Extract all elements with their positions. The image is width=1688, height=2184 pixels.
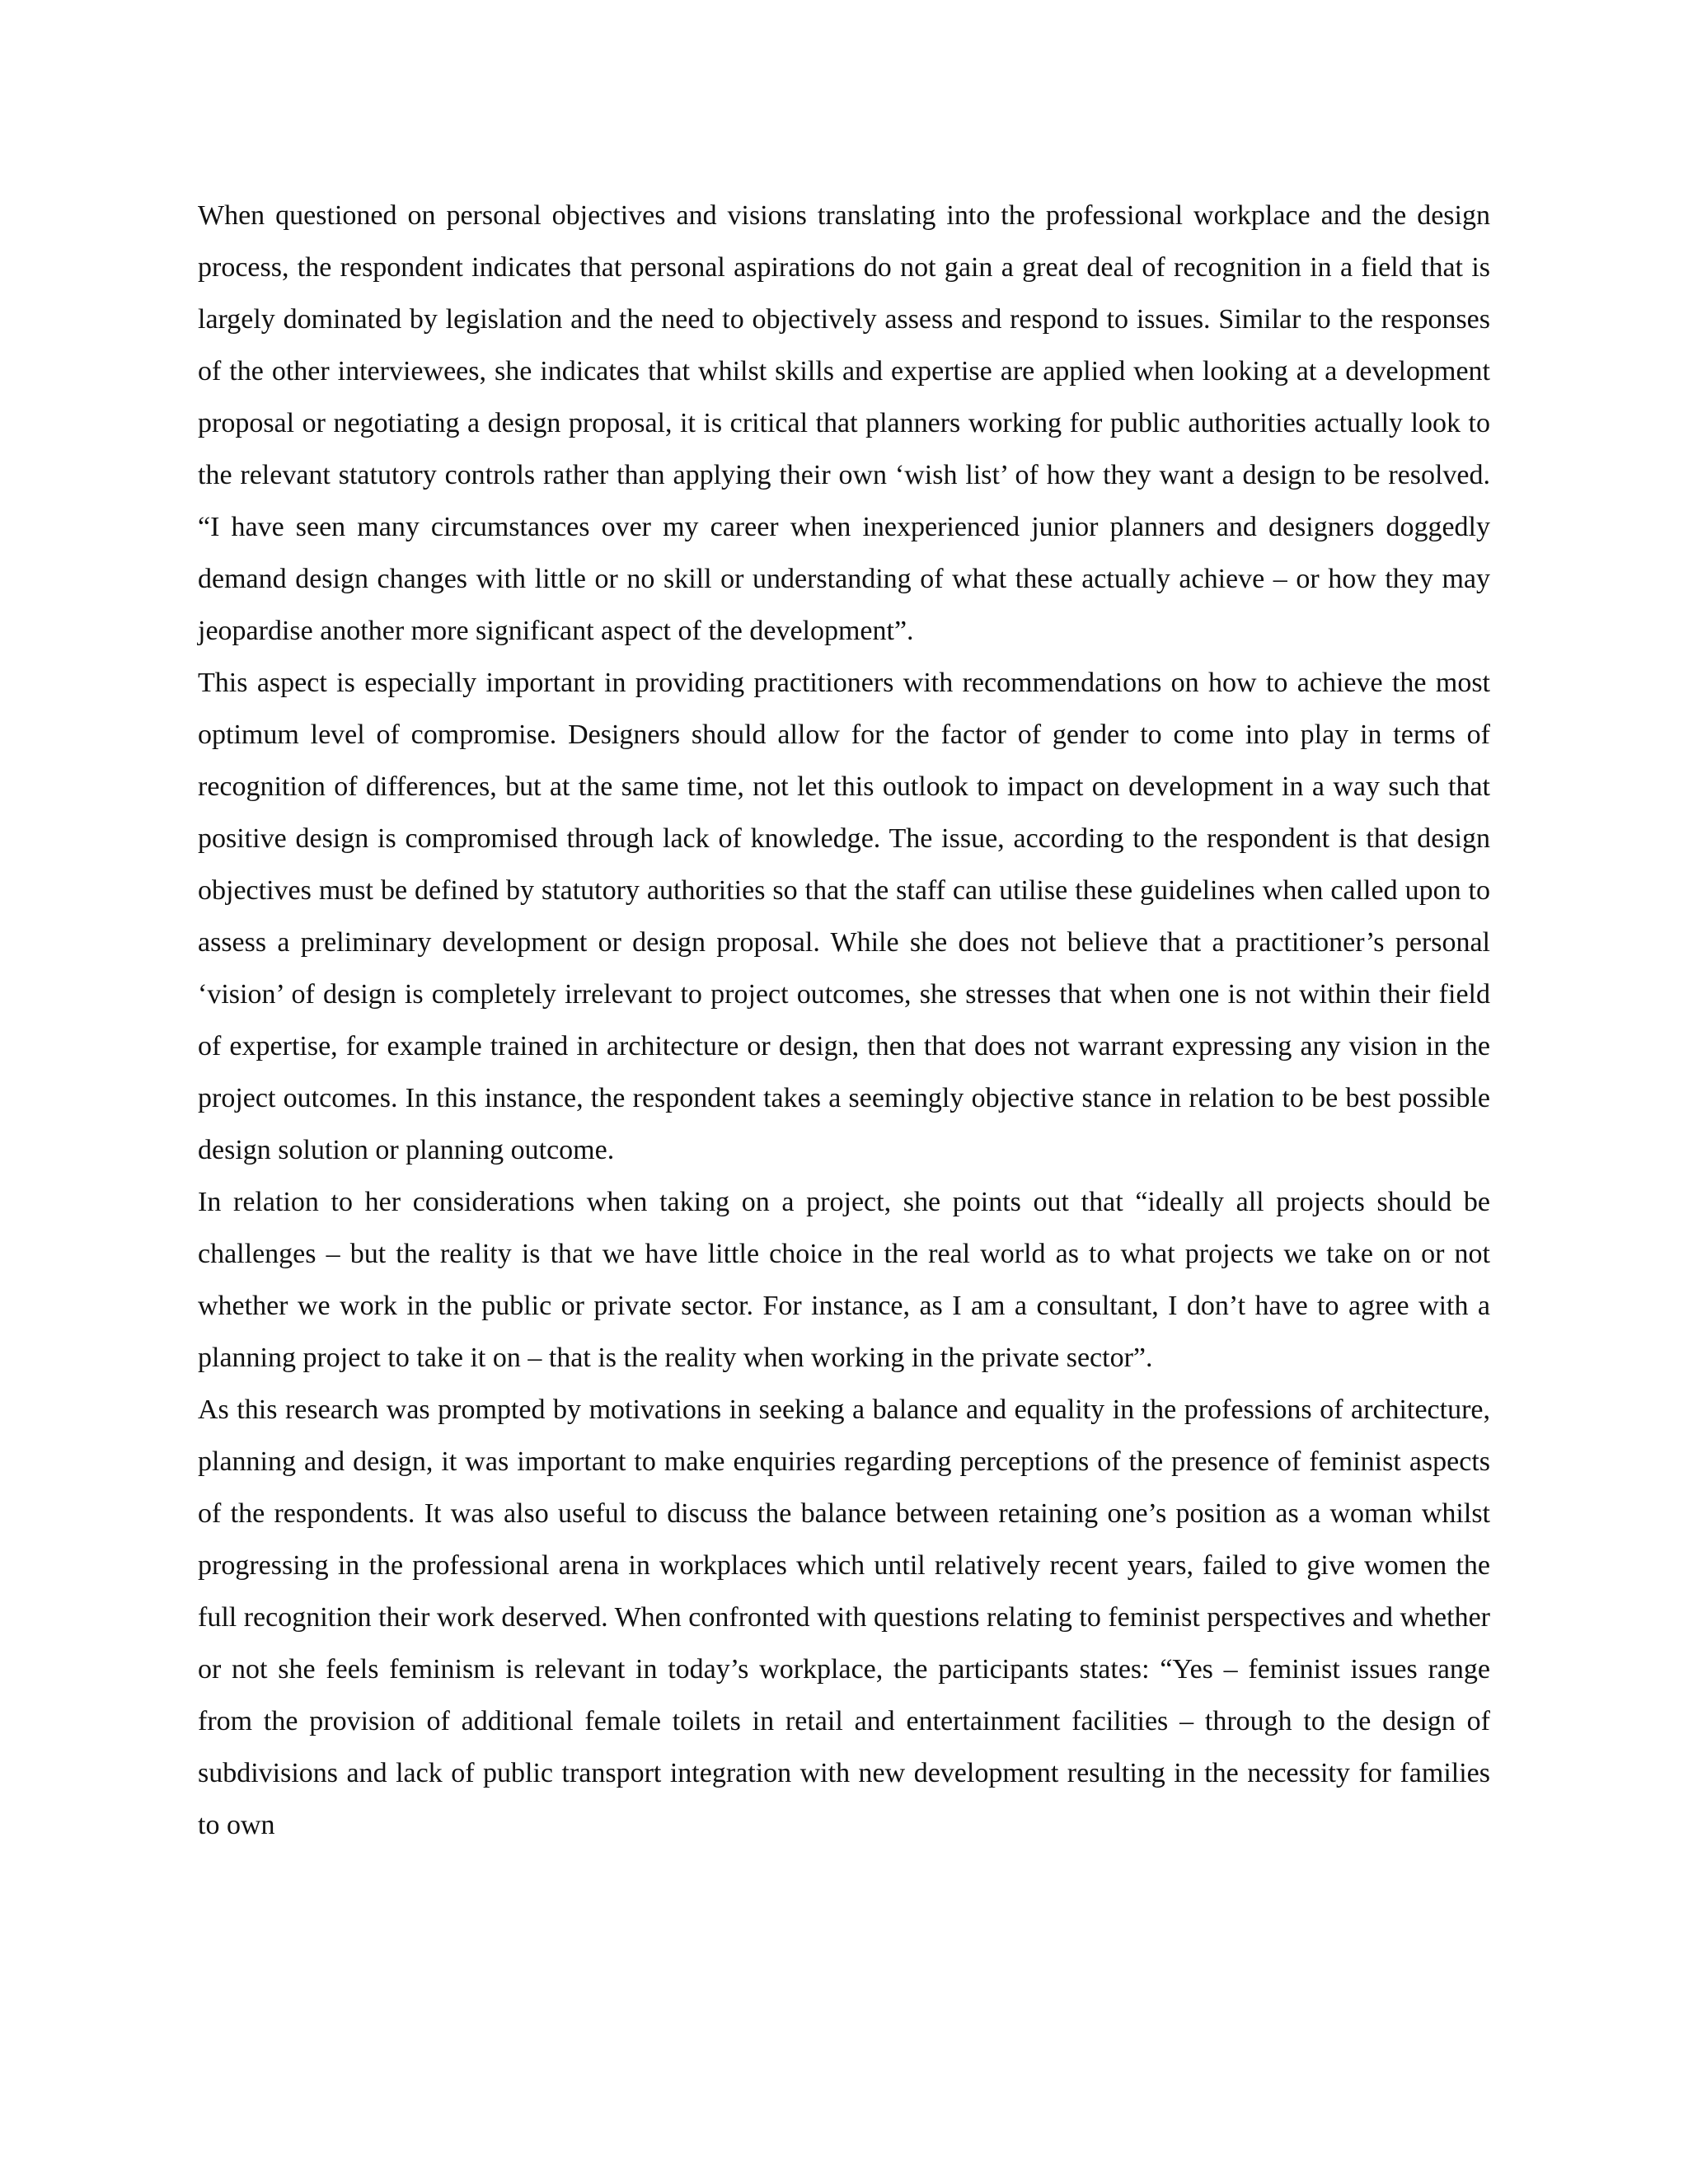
paragraph-4: As this research was prompted by motivations in seeking a balance and equality in the professions of architecture, planning and design, it was important to make enquiries regarding perceptions of the presence of feminist aspects of the respondents. It was also useful to discuss the balance between retaining one’s position as a woman whilst progressing in the professional arena in workplaces which until relatively recent years, failed to give women the full recognition their work deserved. When confronted with questions relating to feminist perspectives and whether or not she feels feminism is relevant in today’s workplace, the participants states: “Yes – feminist issues range from the provision of additional female toilets in retail and entertainment facilities – through to the design of subdivisions and lack of public transport integration with new development resulting in the necessity for families to own	[198, 1394, 1490, 1840]
paragraph-2: This aspect is especially important in providing practitioners with recommendations on how to achieve the most optimum level of compromise. Designers should allow for the factor of gender to come into play in terms of recognition of differences, but at the same time, not let this outlook to impact on development in a way such that positive design is compromised through lack of knowledge. The issue, according to the respondent is that design objectives must be defined by statutory authorities so that the staff can utilise these guidelines when called upon to assess a preliminary development or design proposal. While she does not believe that a practitioner’s personal ‘vision’ of design is completely irrelevant to project outcomes, she stresses that when one is not within their field of expertise, for example trained in architecture or design, then that does not warrant expressing any vision in the project outcomes. In this instance, the respondent takes a seemingly objective stance in relation to be best possible design solution or planning outcome.	[198, 668, 1490, 1165]
paragraph-1: When questioned on personal objectives and visions translating into the professional workplace and the design process, the respondent indicates that personal aspirations do not gain a great deal of recognition in a field that is largely dominated by legislation and the need to objectively assess and respond to issues. Similar to the responses of the other interviewees, she indicates that whilst skills and expertise are applied when looking at a development proposal or negotiating a design proposal, it is critical that planners working for public authorities actually look to the relevant statutory controls rather than applying their own ‘wish list’ of how they want a design to be resolved. “I have seen many circumstances over my career when inexperienced junior planners and designers doggedly demand design changes with little or no skill or understanding of what these actually achieve – or how they may jeopardise another more significant aspect of the development”.	[198, 200, 1490, 646]
document-page	[198, 190, 1490, 1851]
paragraph-3: In relation to her considerations when taking on a project, she points out that “ideally all projects should be challenges – but the reality is that we have little choice in the real world as to what projects we take on or not whether we work in the public or private sector. For instance, as I am a consultant, I don’t have to agree with a planning project to take it on – that is the reality when working in the private sector”.	[198, 1187, 1490, 1373]
